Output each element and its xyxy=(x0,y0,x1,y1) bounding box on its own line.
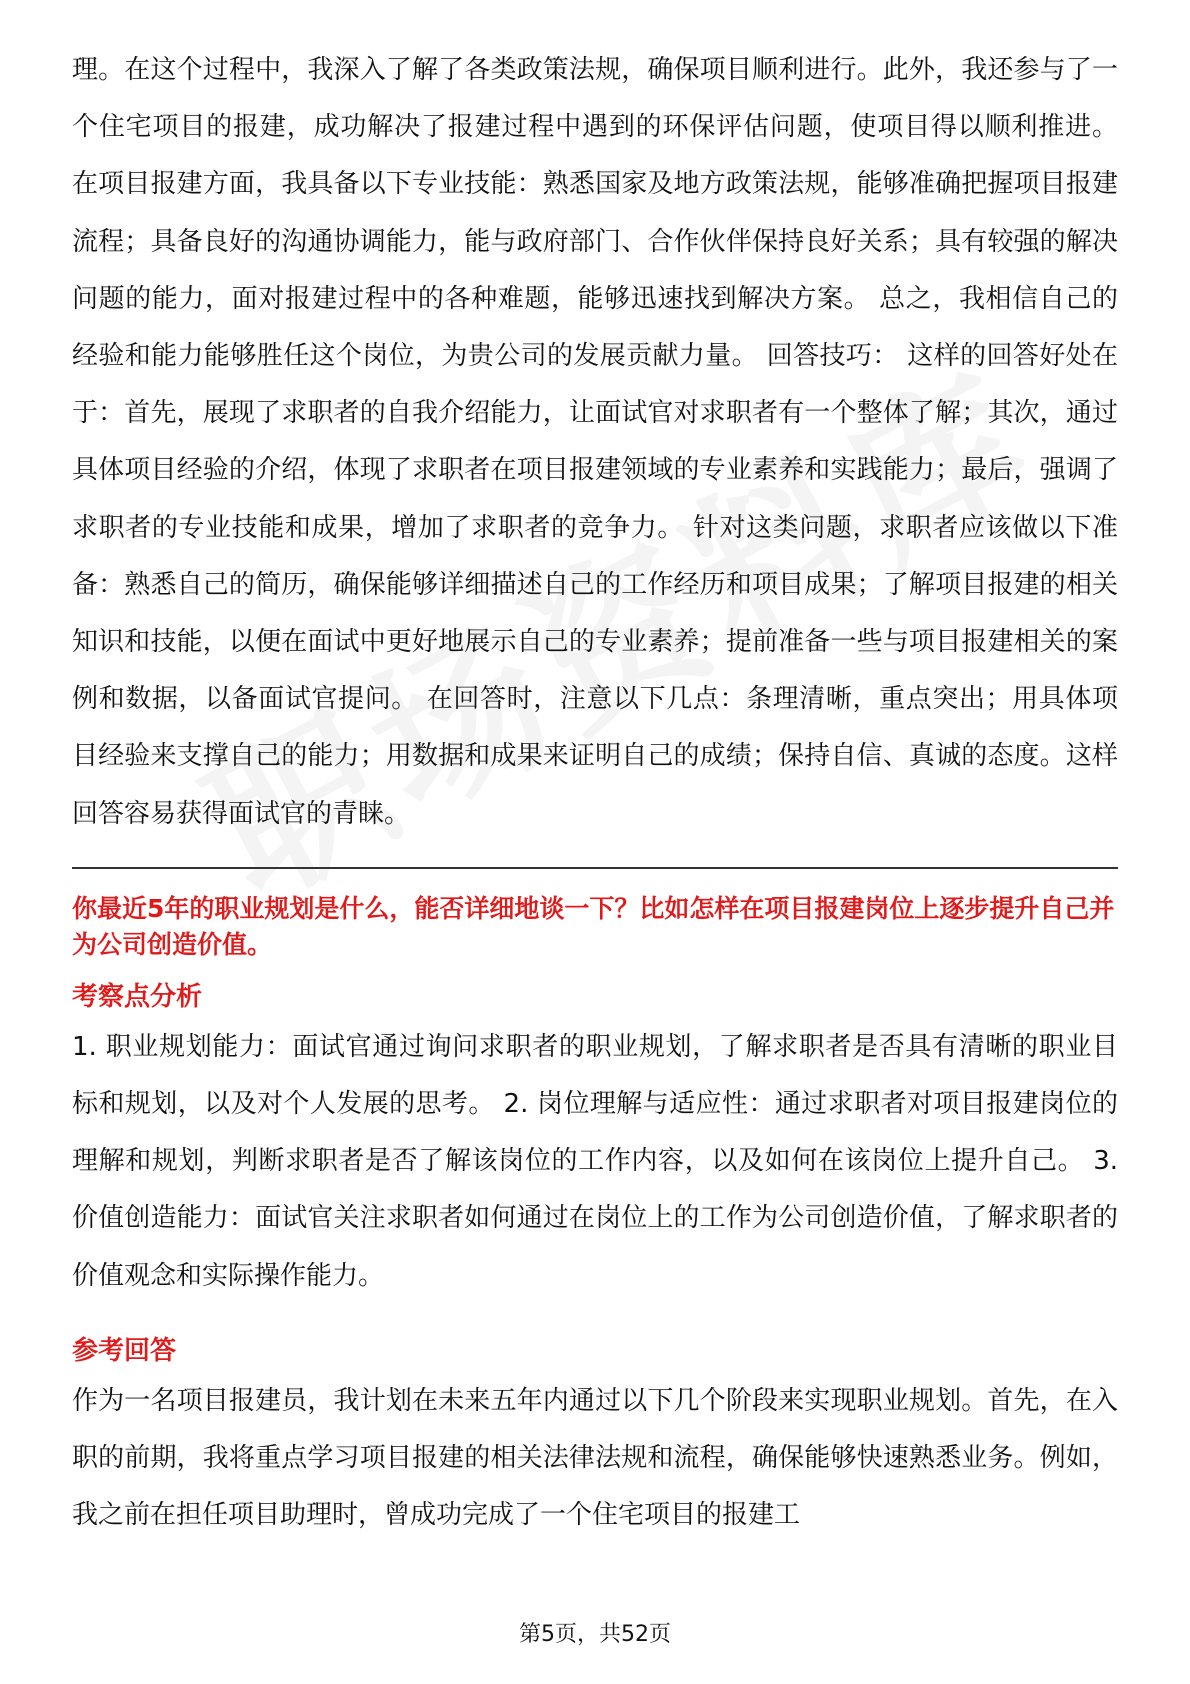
reference-paragraph: 作为一名项目报建员，我计划在未来五年内通过以下几个阶段来实现职业规划。首先，在入职的前期，我将重点学习项目报建的相关法律法规和流程，确保能够快速熟悉业务。例如，我之前在担任项目助理时，曾成功完成了一个住宅项目的报建工 xyxy=(72,1385,1118,1531)
page-number: 第5页，共52页 xyxy=(519,1622,671,1647)
intro-paragraph: 理。在这个过程中，我深入了解了各类政策法规，确保项目顺利进行。此外，我还参与了一个住宅项目的报建，成功解决了报建过程中遇到的环保评估问题，使项目得以顺利推进。 在项目报建方面，我具备以下专业技能：熟悉国家及地方政策法规，能够准确把握项目报建流程；具备良好的沟通协调能力，能与政府部门、合作伙伴保持良好关系；具有较强的解决问题的能力，面对报建过程中的各种难题，能够迅速找到解决方案。 总之，我相信自己的经验和能力能够胜任这个岗位，为贵公司的发展贡献力量。 回答技巧： 这样的回答好处在于：首先，展现了求职者的自我介绍能力，让面试官对求职者有一个整体了解；其次，通过具体项目经验的介绍，体现了求职者在项目报建领域的专业素养和实践能力；最后，强调了求职者的专业技能和成果，增加了求职者的竞争力。 针对这类问题，求职者应该做以下准备：熟悉自己的简历，确保能够详细描述自己的工作经历和项目成果；了解项目报建的相关知识和技能，以便在面试中更好地展示自己的专业素养；提前准备一些与项目报建相关的案例和数据，以备面试官提问。 在回答时，注意以下几点：条理清晰，重点突出；用具体项目经验来支撑自己的能力；用数据和成果来证明自己的成绩；保持自信、真诚的态度。这样回答容易获得面试官的青睐。 xyxy=(72,55,1118,829)
question-heading: 你最近5年的职业规划是什么，能否详细地谈一下？比如怎样在项目报建岗位上逐步提升自己并为公司创造价值。 xyxy=(72,893,1115,959)
section-divider xyxy=(72,867,1118,869)
page-content xyxy=(72,42,1118,1544)
reference-title: 参考回答 xyxy=(72,1335,177,1366)
analysis-paragraph: 1. 职业规划能力：面试官通过询问求职者的职业规划，了解求职者是否具有清晰的职业目标和规划，以及对个人发展的思考。 2. 岗位理解与适应性：通过求职者对项目报建岗位的理解和规划，判断求职者是否了解该岗位的工作内容，以及如何在该岗位上提升自己。 3. 价值创造能力：面试官关注求职者如何通过在岗位上的工作为公司创造价值，了解求职者的价值观念和实际操作能力。 xyxy=(72,1031,1118,1291)
analysis-title: 考察点分析 xyxy=(72,981,203,1012)
